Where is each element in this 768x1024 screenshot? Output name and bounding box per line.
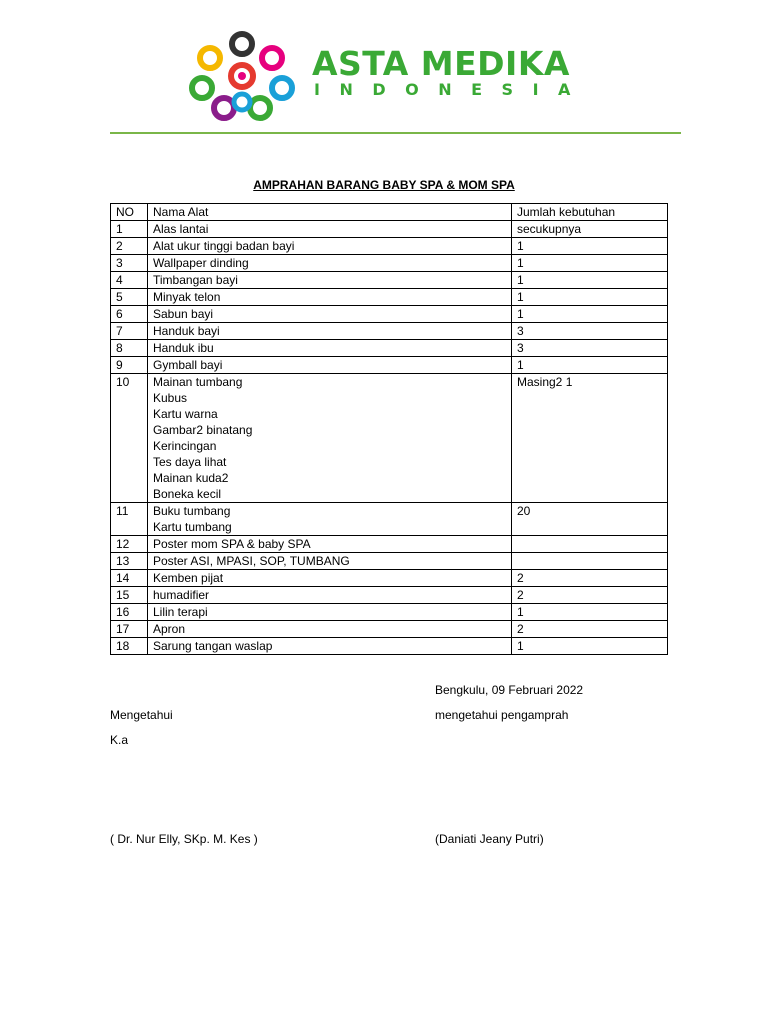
item-name: Minyak telon [153, 290, 221, 304]
item-name-cell [148, 553, 512, 570]
item-name: Timbangan bayi [153, 273, 238, 287]
row-number: 4 [111, 272, 148, 289]
header-quantity: Jumlah kebutuhan [512, 204, 668, 221]
table-row [111, 604, 668, 621]
item-name-cell [148, 306, 512, 323]
item-name-cell [148, 357, 512, 374]
table-row [111, 238, 668, 255]
item-name-cell [148, 621, 512, 638]
row-number: 14 [111, 570, 148, 587]
row-number: 18 [111, 638, 148, 655]
item-name: Kerincingan [153, 439, 217, 453]
place-date: Bengkulu, 09 Februari 2022 [435, 683, 584, 697]
left-signatory-name: ( Dr. Nur Elly, SKp. M. Kes ) [110, 832, 258, 846]
item-name-cell [148, 272, 512, 289]
item-name-cell [148, 570, 512, 587]
item-name: Kubus [153, 391, 188, 405]
item-name: Buku tumbang [153, 504, 231, 518]
item-name: Kemben pijat [153, 571, 224, 585]
item-name-cell [148, 503, 512, 536]
item-name: Sarung tangan waslap [153, 639, 273, 653]
table-row [111, 621, 668, 638]
table-row [111, 323, 668, 340]
item-name: Alat ukur tinggi badan bayi [153, 239, 295, 253]
item-name: Tes daya lihat [153, 455, 227, 469]
table-row [111, 289, 668, 306]
item-quantity: 1 [512, 289, 668, 306]
item-name: Gymball bayi [153, 358, 223, 372]
item-name: Poster ASI, MPASI, SOP, TUMBANG [153, 554, 350, 568]
company-logo [184, 30, 614, 124]
table-row [111, 340, 668, 357]
row-number: 7 [111, 323, 148, 340]
item-quantity: 1 [512, 272, 668, 289]
item-name-cell [148, 340, 512, 357]
row-number: 1 [111, 221, 148, 238]
item-name: Poster mom SPA & baby SPA [153, 537, 311, 551]
item-quantity: 2 [512, 621, 668, 638]
item-name: humadifier [153, 588, 210, 602]
row-number: 11 [111, 503, 148, 536]
table-row [111, 587, 668, 604]
item-quantity: 20 [512, 503, 668, 536]
document-title: AMPRAHAN BARANG BABY SPA & MOM SPA [253, 178, 515, 192]
row-number: 2 [111, 238, 148, 255]
item-name-cell [148, 255, 512, 272]
table-row [111, 374, 668, 503]
item-quantity: 1 [512, 306, 668, 323]
item-name: Apron [153, 622, 186, 636]
row-number: 9 [111, 357, 148, 374]
item-name: Handuk ibu [153, 341, 214, 355]
table-row [111, 221, 668, 238]
item-name-cell [148, 587, 512, 604]
item-name-cell [148, 238, 512, 255]
right-signature-label: mengetahui pengamprah [435, 708, 569, 722]
item-quantity: 1 [512, 357, 668, 374]
item-name: Kartu warna [153, 407, 218, 421]
item-quantity [512, 536, 668, 553]
item-name: Kartu tumbang [153, 520, 232, 534]
item-name: Boneka kecil [153, 487, 222, 501]
item-quantity: Masing2 1 [512, 374, 668, 503]
item-quantity: 1 [512, 238, 668, 255]
item-name-cell [148, 289, 512, 306]
table-row [111, 553, 668, 570]
item-name-cell [148, 221, 512, 238]
items-table [110, 203, 668, 655]
row-number: 10 [111, 374, 148, 503]
item-quantity [512, 553, 668, 570]
item-name-cell [148, 374, 512, 503]
table-row [111, 503, 668, 536]
row-number: 3 [111, 255, 148, 272]
right-signatory-name: (Daniati Jeany Putri) [435, 832, 544, 846]
left-signature-role: K.a [110, 733, 129, 747]
item-name-cell [148, 323, 512, 340]
table-row [111, 357, 668, 374]
item-quantity: 3 [512, 323, 668, 340]
header-item-name: Nama Alat [148, 204, 512, 221]
table-row [111, 638, 668, 655]
item-quantity: 1 [512, 638, 668, 655]
item-name: Gambar2 binatang [153, 423, 253, 437]
row-number: 6 [111, 306, 148, 323]
item-quantity: 1 [512, 604, 668, 621]
row-number: 13 [111, 553, 148, 570]
item-name: Sabun bayi [153, 307, 214, 321]
table-row [111, 255, 668, 272]
item-name-cell [148, 536, 512, 553]
item-name: Lilin terapi [153, 605, 208, 619]
table-row [111, 536, 668, 553]
item-quantity: 3 [512, 340, 668, 357]
brand-name: ASTA MEDIKA [312, 44, 570, 83]
header-no: NO [111, 204, 148, 221]
table-row [111, 272, 668, 289]
item-name-cell [148, 638, 512, 655]
row-number: 8 [111, 340, 148, 357]
row-number: 17 [111, 621, 148, 638]
asta-medika-logo-icon [184, 30, 302, 124]
item-name-cell [148, 604, 512, 621]
item-name: Alas lantai [153, 222, 209, 236]
item-name: Handuk bayi [153, 324, 220, 338]
item-name: Wallpaper dinding [153, 256, 249, 270]
row-number: 12 [111, 536, 148, 553]
item-quantity: 1 [512, 255, 668, 272]
header-divider [110, 132, 681, 134]
table-header-row [111, 204, 668, 221]
table-body [111, 221, 668, 655]
table-row [111, 570, 668, 587]
left-signature-label: Mengetahui [110, 708, 173, 722]
item-quantity: 2 [512, 587, 668, 604]
item-quantity: secukupnya [512, 221, 668, 238]
item-name: Mainan tumbang [153, 375, 243, 389]
row-number: 5 [111, 289, 148, 306]
row-number: 16 [111, 604, 148, 621]
row-number: 15 [111, 587, 148, 604]
brand-subtitle: INDONESIA [314, 80, 590, 99]
item-quantity: 2 [512, 570, 668, 587]
item-name: Mainan kuda2 [153, 471, 229, 485]
table-row [111, 306, 668, 323]
